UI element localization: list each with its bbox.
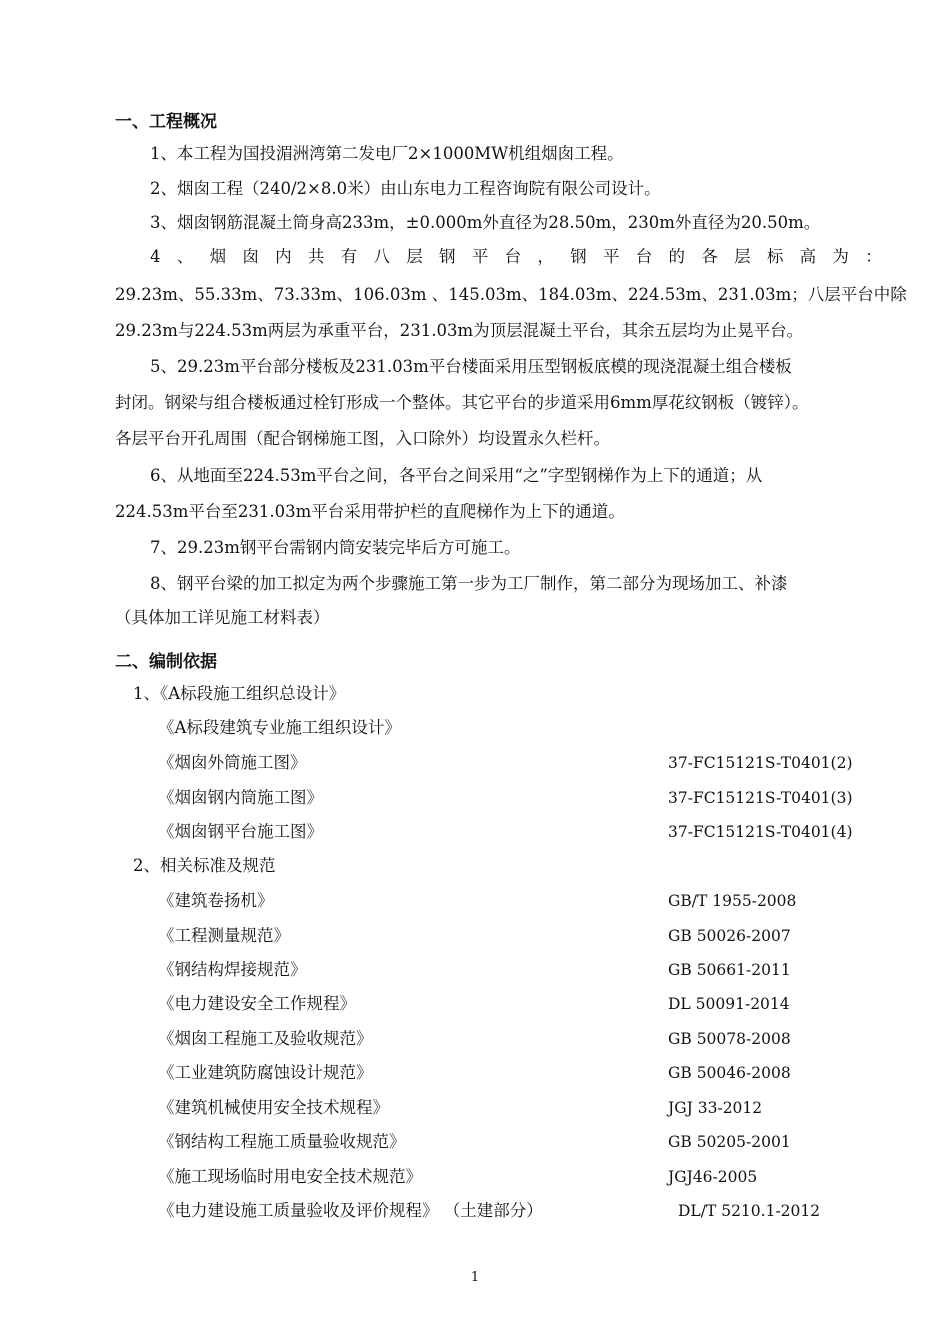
- standard-name: 《工业建筑防腐蚀设计规范》: [158, 1063, 373, 1082]
- standard-name: 《施工现场临时用电安全技术规范》: [158, 1167, 422, 1186]
- paragraph-4-char: 平: [602, 247, 620, 266]
- standard-code: JGJ 33-2012: [668, 1099, 763, 1117]
- standard-name: 《电力建设施工质量验收及评价规程》 （土建部分）: [158, 1201, 543, 1220]
- paragraph-4-char: 4: [150, 247, 161, 266]
- reference-code: 37-FC15121S-T0401(2): [668, 754, 853, 772]
- standard-name: 《建筑机械使用安全技术规程》: [158, 1098, 389, 1117]
- standard-name: 《钢结构工程施工质量验收规范》: [158, 1132, 406, 1151]
- reference-name: 《烟囱钢内筒施工图》: [158, 788, 323, 807]
- reference-code: 37-FC15121S-T0401(3): [668, 789, 853, 807]
- paragraph-4-char: 有: [340, 247, 358, 266]
- paragraph-4-char: 平: [471, 247, 489, 266]
- paragraph-4-line-1: [150, 246, 882, 268]
- paragraph-4-char: ：: [865, 247, 882, 266]
- paragraph-5-line-1: 5、29.23m平台部分楼板及231.03m平台楼面采用压型钢板底模的现浇混凝土组合楼板: [150, 357, 792, 376]
- paragraph-4-char: 层: [406, 247, 423, 266]
- paragraph-6-line-2: 224.53m平台至231.03m平台采用带护栏的直爬梯作为上下的通道。: [115, 502, 625, 521]
- standard-code: GB 50661-2011: [668, 961, 791, 979]
- standard-name: 《钢结构焊接规范》: [158, 960, 307, 979]
- standard-name: 《烟囱工程施工及验收规范》: [158, 1029, 373, 1048]
- paragraph-3: 3、烟囱钢筋混凝土筒身高233m，±0.000m外直径为28.50m，230m外直径为20.50m。: [150, 213, 821, 232]
- standard-code: GB 50046-2008: [668, 1064, 791, 1082]
- standard-code: GB/T 1955-2008: [668, 892, 797, 910]
- reference-name: 《A标段建筑专业施工组织设计》: [158, 718, 401, 737]
- paragraph-7: 7、29.23m钢平台需钢内筒安装完毕后方可施工。: [150, 538, 521, 557]
- paragraph-4-char: 台: [504, 247, 522, 266]
- paragraph-1: 1、本工程为国投湄洲湾第二发电厂2×1000MW机组烟囱工程。: [150, 144, 624, 163]
- standard-code: DL 50091-2014: [668, 995, 790, 1013]
- paragraph-8-line-1: 8、钢平台梁的加工拟定为两个步骤施工第一步为工厂制作，第二部分为现场加工、补漆: [150, 574, 788, 593]
- paragraph-4-char: 钢: [439, 247, 456, 266]
- paragraph-4-char: 内: [275, 247, 292, 266]
- section-title-overview: 一、工程概况: [115, 112, 217, 132]
- paragraph-4-line-3: 29.23m与224.53m两层为承重平台，231.03m为顶层混凝土平台，其余五层均为止晃平台。: [115, 321, 804, 340]
- standard-code: DL/T 5210.1-2012: [678, 1202, 821, 1220]
- section-title-basis: 二、编制依据: [115, 652, 217, 672]
- paragraph-4-line-2: 29.23m、55.33m、73.33m、106.03m 、145.03m、184.03m、224.53m、231.03m；八层平台中除: [115, 285, 907, 304]
- paragraph-4-char: 为: [832, 247, 849, 266]
- paragraph-4-char: 层: [734, 247, 751, 266]
- paragraph-4-char: 共: [307, 247, 325, 266]
- paragraph-4-char: 、: [176, 247, 194, 266]
- basis-group-2-label: 2、相关标准及规范: [133, 856, 276, 875]
- paragraph-4-char: 高: [799, 247, 817, 266]
- standard-name: 《电力建设安全工作规程》: [158, 994, 356, 1013]
- paragraph-5-line-3: 各层平台开孔周围（配合钢梯施工图，入口除外）均设置永久栏杆。: [115, 429, 610, 448]
- paragraph-4-char: 台: [635, 247, 653, 266]
- standard-code: GB 50205-2001: [668, 1133, 791, 1151]
- paragraph-4-char: ，: [537, 247, 554, 266]
- reference-name: 《烟囱外筒施工图》: [158, 753, 307, 772]
- paragraph-4-char: 的: [668, 247, 685, 266]
- reference-code: 37-FC15121S-T0401(4): [668, 823, 853, 841]
- paragraph-4-char: 钢: [570, 247, 587, 266]
- paragraph-4-char: 烟: [209, 247, 227, 266]
- paragraph-8-line-2: （具体加工详见施工材料表）: [115, 608, 330, 627]
- reference-name: 《烟囱钢平台施工图》: [158, 822, 323, 841]
- standard-name: 《建筑卷扬机》: [158, 891, 274, 910]
- paragraph-4-char: 各: [701, 247, 718, 266]
- paragraph-4-char: 囱: [242, 247, 259, 266]
- paragraph-2: 2、烟囱工程（240/2×8.0米）由山东电力工程咨询院有限公司设计。: [150, 179, 661, 198]
- standard-code: GB 50078-2008: [668, 1030, 791, 1048]
- paragraph-6-line-1: 6、从地面至224.53m平台之间，各平台之间采用“之”字型钢梯作为上下的通道；从: [150, 466, 763, 485]
- standard-name: 《工程测量规范》: [158, 926, 290, 945]
- paragraph-4-char: 八: [373, 247, 390, 266]
- paragraph-5-line-2: 封闭。钢梁与组合楼板通过栓钉形成一个整体。其它平台的步道采用6mm厚花纹钢板（镀锌）。: [115, 393, 809, 412]
- paragraph-4-char: 标: [766, 247, 784, 266]
- basis-group-1-label: 1、《A标段施工组织总设计》: [133, 684, 346, 703]
- standard-code: JGJ46-2005: [668, 1168, 758, 1186]
- page-number: 1: [470, 1270, 480, 1285]
- standard-code: GB 50026-2007: [668, 927, 791, 945]
